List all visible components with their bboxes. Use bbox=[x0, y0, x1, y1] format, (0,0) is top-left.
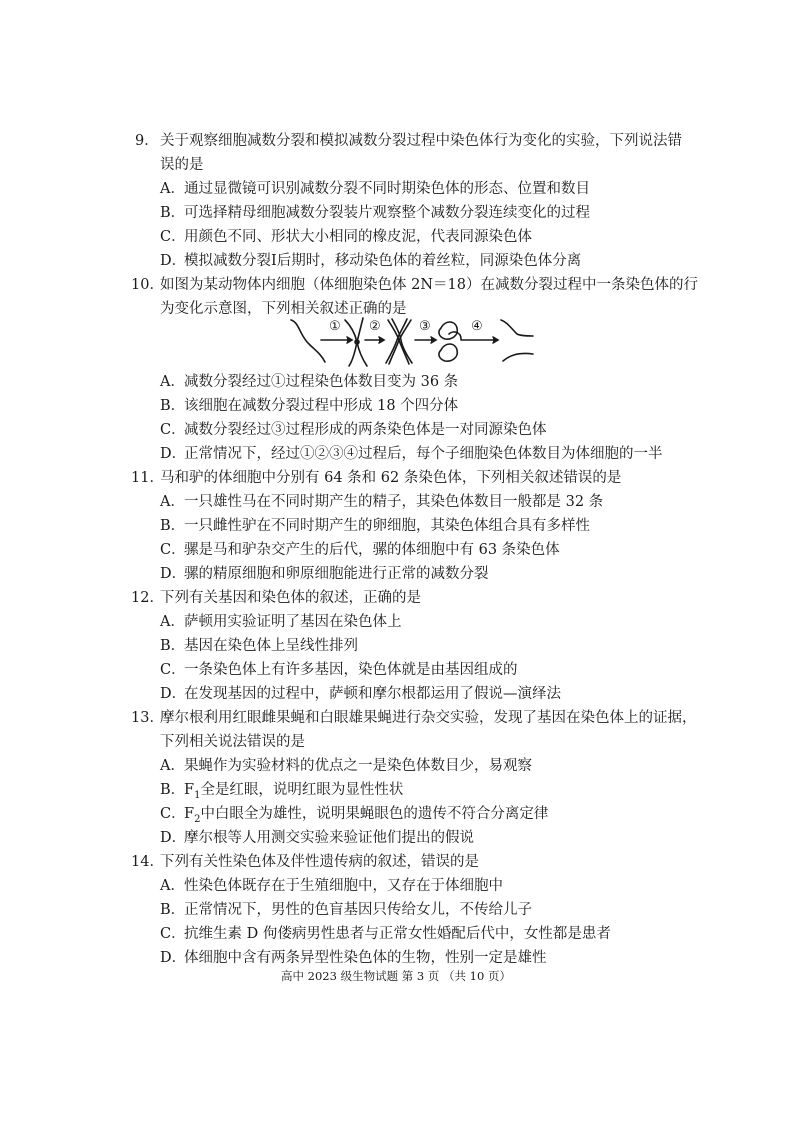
option-d: D．在发现基因的过程中，萨顿和摩尔根都运用了假说—演绎法 bbox=[160, 686, 561, 702]
question-number: 14． bbox=[131, 854, 164, 870]
question-stem: 如图为某动物体内细胞（体细胞染色体 2N＝18）在减数分裂过程中一条染色体的行 bbox=[160, 277, 698, 293]
separated-chromosome-bottom bbox=[503, 353, 533, 361]
step-label-4: ④ bbox=[471, 319, 483, 334]
condensed-chromosome-bottom bbox=[439, 344, 457, 361]
question-number: 12． bbox=[131, 590, 164, 606]
option-d: D．摩尔根等人用测交实验来验证他们提出的假说 bbox=[160, 830, 474, 846]
option-c: C．抗维生素 D 佝偻病男性患者与正常女性婚配后代中，女性都是患者 bbox=[160, 926, 611, 942]
option-b: B．该细胞在减数分裂过程中形成 18 个四分体 bbox=[160, 398, 459, 414]
question-number: 11． bbox=[131, 470, 164, 486]
separated-chromosome-top bbox=[501, 320, 533, 336]
option-a: A．萨顿用实验证明了基因在染色体上 bbox=[160, 614, 402, 630]
option-b: B．$F_1$全是红眼，说明红眼为显性性状 bbox=[160, 782, 404, 801]
step-label-3: ③ bbox=[419, 319, 431, 334]
question-stem: 下列相关说法错误的是 bbox=[160, 734, 305, 750]
step-label-1: ① bbox=[329, 319, 341, 334]
option-c: C．减数分裂经过③过程形成的两条染色体是一对同源染色体 bbox=[160, 422, 547, 438]
option-d: D．骡的精原细胞和卵原细胞能进行正常的减数分裂 bbox=[160, 566, 489, 582]
question-stem: 下列有关基因和染色体的叙述，正确的是 bbox=[160, 590, 421, 606]
condensed-chromosome-top bbox=[439, 322, 457, 339]
option-b: B．可选择精母细胞减数分裂装片观察整个减数分裂连续变化的过程 bbox=[160, 205, 590, 221]
question-stem: 为变化示意图，下列相关叙述正确的是 bbox=[160, 301, 407, 317]
chromosome-behavior-diagram bbox=[285, 306, 535, 376]
step-label-2: ② bbox=[369, 319, 381, 334]
option-c: C．$F_2$中白眼全为雄性，说明果蝇眼色的遗传不符合分离定律 bbox=[160, 806, 549, 825]
question-number: 9． bbox=[135, 133, 159, 149]
option-a: A．果蝇作为实验材料的优点之一是染色体数目少，易观察 bbox=[160, 758, 532, 774]
question-stem: 马和驴的体细胞中分别有 64 条和 62 条染色体，下列相关叙述错误的是 bbox=[160, 470, 622, 486]
option-d: D．体细胞中含有两条异型性染色体的生物，性别一定是雄性 bbox=[160, 950, 547, 966]
option-a: A．通过显微镜可识别减数分裂不同时期染色体的形态、位置和数目 bbox=[160, 181, 590, 197]
question-stem: 关于观察细胞减数分裂和模拟减数分裂过程中染色体行为变化的实验，下列说法错 bbox=[160, 133, 682, 149]
option-b: B．一只雌性驴在不同时期产生的卵细胞，其染色体组合具有多样性 bbox=[160, 518, 590, 534]
option-b: B．基因在染色体上呈线性排列 bbox=[160, 638, 358, 654]
question-stem: 下列有关性染色体及伴性遗传病的叙述，错误的是 bbox=[160, 854, 479, 870]
chromosome-stage-0 bbox=[291, 320, 325, 362]
option-a: A．性染色体既存在于生殖细胞中，又存在于体细胞中 bbox=[160, 878, 503, 894]
option-c: C．一条染色体上有许多基因，染色体就是由基因组成的 bbox=[160, 662, 518, 678]
option-c: C．骡是马和驴杂交产生的后代，骡的体细胞中有 63 条染色体 bbox=[160, 542, 560, 558]
question-stem: 摩尔根利用红眼雌果蝇和白眼雄果蝇进行杂交实验，发现了基因在染色体上的证据， bbox=[160, 710, 697, 726]
option-d: D．模拟减数分裂Ⅰ后期时，移动染色体的着丝粒，同源染色体分离 bbox=[160, 253, 582, 269]
option-d: D．正常情况下，经过①②③④过程后，每个子细胞染色体数目为体细胞的一半 bbox=[160, 446, 663, 462]
question-number: 13． bbox=[131, 710, 164, 726]
question-number: 10． bbox=[131, 277, 164, 293]
option-b: B．正常情况下，男性的色盲基因只传给女儿，不传给儿子 bbox=[160, 902, 532, 918]
option-a: A．一只雄性马在不同时期产生的精子，其染色体数目一般都是 32 条 bbox=[160, 494, 604, 510]
page-footer: 高中 2023 级生物试题 第 3 页 （共 10 页） bbox=[281, 969, 511, 983]
option-a: A．减数分裂经过①过程染色体数目变为 36 条 bbox=[160, 374, 459, 390]
question-stem: 误的是 bbox=[160, 157, 204, 173]
option-c: C．用颜色不同、形状大小相同的橡皮泥，代表同源染色体 bbox=[160, 229, 532, 245]
